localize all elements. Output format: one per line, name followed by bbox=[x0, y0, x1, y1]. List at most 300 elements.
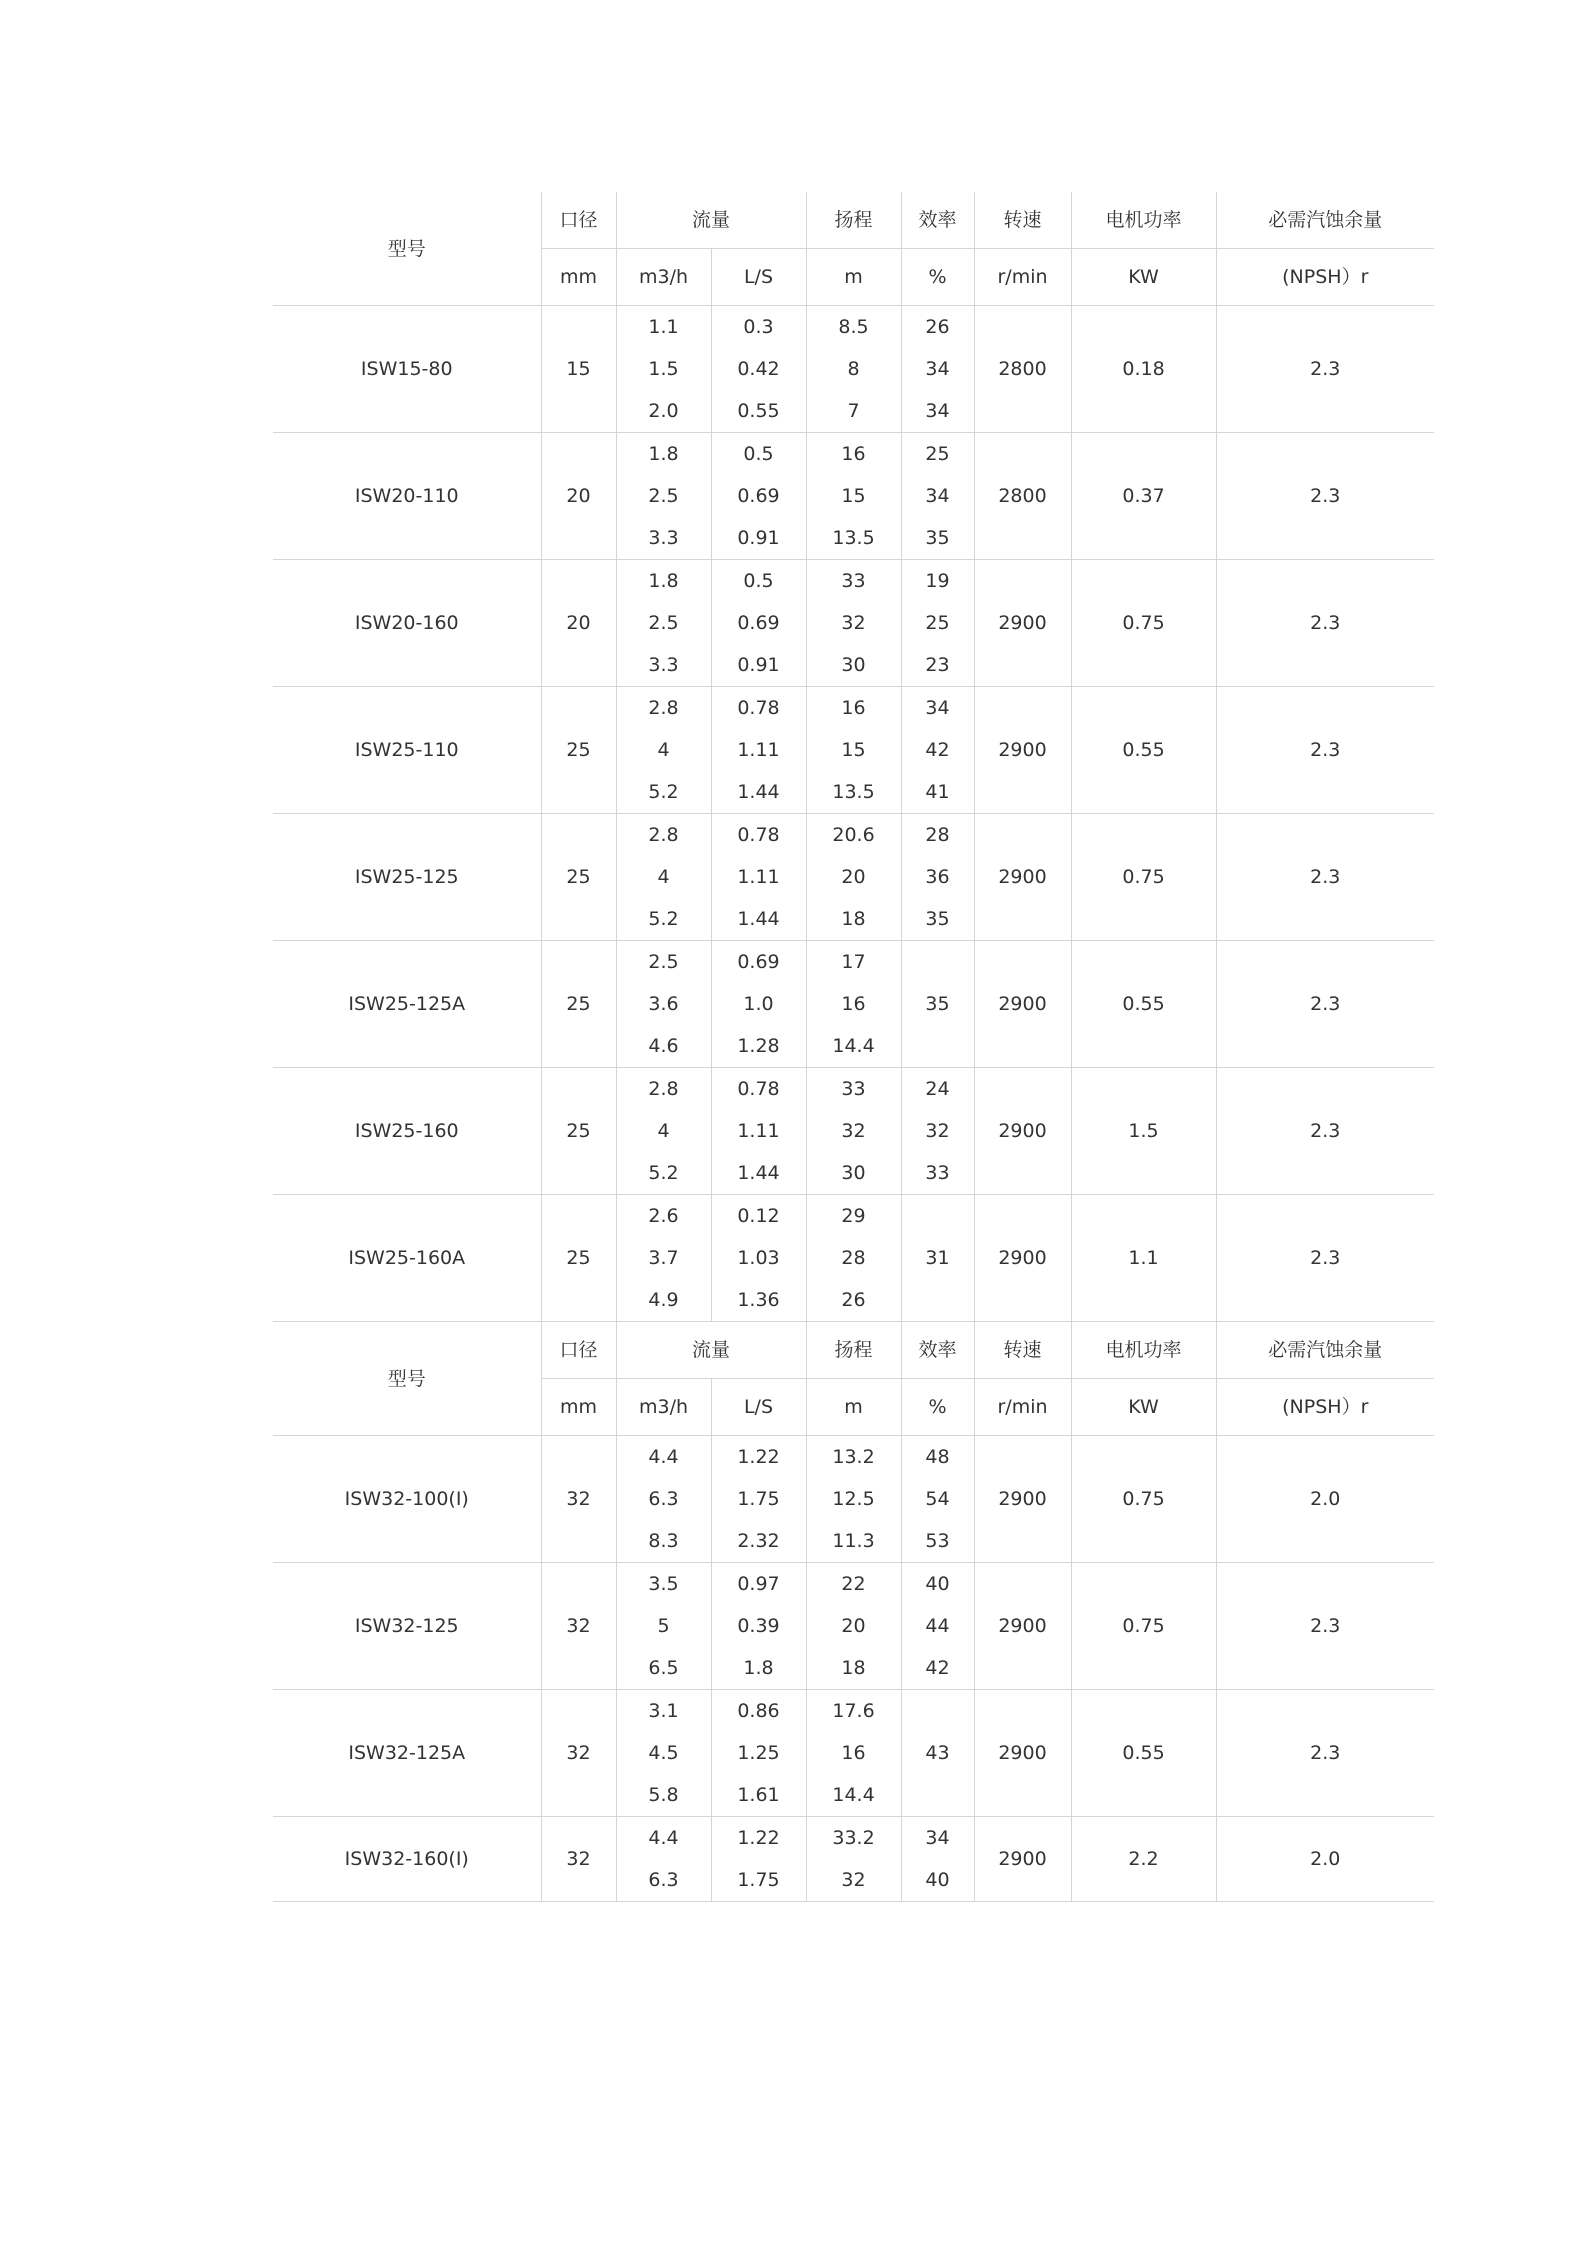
head-cell-value: 16 bbox=[841, 443, 866, 465]
header-flow-text: 流量 bbox=[692, 1339, 731, 1361]
npsh-cell bbox=[1216, 1068, 1434, 1195]
unit-diameter-text: mm bbox=[559, 1396, 598, 1418]
flow-m3h-cell-value: 3.5 bbox=[648, 1573, 679, 1595]
unit-npsh-text: (NPSH）r bbox=[1282, 1396, 1369, 1418]
table-row bbox=[273, 1068, 1434, 1195]
head-cell bbox=[806, 1817, 901, 1902]
speed-cell bbox=[974, 1436, 1071, 1563]
flow-ls-cell bbox=[711, 1068, 806, 1195]
unit-npsh bbox=[1216, 1379, 1434, 1436]
flow-ls-cell-value: 0.5 bbox=[743, 570, 774, 592]
flow-m3h-cell-value: 1.8 bbox=[648, 443, 679, 465]
model-cell bbox=[273, 1817, 541, 1902]
head-cell bbox=[806, 1563, 901, 1690]
efficiency-cell-value: 24 bbox=[925, 1078, 950, 1100]
model-cell-text: ISW32-125A bbox=[348, 1742, 466, 1764]
header-power bbox=[1071, 1322, 1216, 1379]
head-cell-value: 15 bbox=[841, 485, 866, 507]
flow-ls-cell bbox=[711, 1563, 806, 1690]
flow-ls-cell-value: 0.91 bbox=[737, 654, 780, 676]
head-cell-value: 14.4 bbox=[832, 1784, 875, 1806]
flow-m3h-cell-value: 1.8 bbox=[648, 570, 679, 592]
efficiency-cell-value: 42 bbox=[925, 1657, 950, 1679]
head-cell-value: 18 bbox=[841, 908, 866, 930]
unit-flow-m3h bbox=[616, 249, 711, 306]
speed-cell bbox=[974, 1817, 1071, 1902]
efficiency-cell-value: 35 bbox=[925, 908, 950, 930]
flow-m3h-cell-value: 3.6 bbox=[648, 993, 679, 1015]
efficiency-cell bbox=[901, 1195, 974, 1322]
head-cell-value: 20 bbox=[841, 1615, 866, 1637]
flow-ls-cell bbox=[711, 560, 806, 687]
header-efficiency bbox=[901, 1322, 974, 1379]
unit-head bbox=[806, 1379, 901, 1436]
diameter-cell-text: 32 bbox=[566, 1488, 591, 1510]
power-cell-text: 0.18 bbox=[1122, 358, 1165, 380]
flow-m3h-cell-value: 4 bbox=[657, 739, 670, 761]
speed-cell-text: 2900 bbox=[998, 1615, 1047, 1637]
model-cell-text: ISW32-160(I) bbox=[344, 1848, 469, 1870]
head-cell bbox=[806, 814, 901, 941]
efficiency-cell-value: 28 bbox=[925, 824, 950, 846]
flow-m3h-cell-value: 5.2 bbox=[648, 781, 679, 803]
head-cell-value: 18 bbox=[841, 1657, 866, 1679]
flow-m3h-cell bbox=[616, 1436, 711, 1563]
unit-flow-m3h-text: m3/h bbox=[638, 1396, 689, 1418]
unit-flow-ls-text: L/S bbox=[743, 1396, 774, 1418]
model-cell bbox=[273, 1436, 541, 1563]
efficiency-cell bbox=[901, 306, 974, 433]
speed-cell bbox=[974, 814, 1071, 941]
header-flow-text: 流量 bbox=[692, 209, 731, 231]
power-cell-text: 0.75 bbox=[1122, 1488, 1165, 1510]
model-cell bbox=[273, 433, 541, 560]
flow-ls-cell-value: 1.25 bbox=[737, 1742, 780, 1764]
efficiency-cell-value: 23 bbox=[925, 654, 950, 676]
table-row bbox=[273, 306, 1434, 433]
power-cell-text: 0.75 bbox=[1122, 1615, 1165, 1637]
speed-cell bbox=[974, 941, 1071, 1068]
table-row bbox=[273, 941, 1434, 1068]
header-speed-text: 转速 bbox=[1003, 1339, 1042, 1361]
efficiency-cell-value: 54 bbox=[925, 1488, 950, 1510]
head-cell-value: 33 bbox=[841, 570, 866, 592]
flow-ls-cell-value: 0.78 bbox=[737, 1078, 780, 1100]
unit-flow-ls bbox=[711, 249, 806, 306]
head-cell bbox=[806, 433, 901, 560]
diameter-cell-text: 25 bbox=[566, 866, 591, 888]
speed-cell bbox=[974, 433, 1071, 560]
diameter-cell bbox=[541, 1436, 616, 1563]
flow-ls-cell-value: 0.86 bbox=[737, 1700, 780, 1722]
flow-m3h-cell-value: 2.8 bbox=[648, 1078, 679, 1100]
head-cell bbox=[806, 1690, 901, 1817]
flow-m3h-cell-value: 5.2 bbox=[648, 908, 679, 930]
flow-m3h-cell-value: 2.8 bbox=[648, 824, 679, 846]
power-cell bbox=[1071, 306, 1216, 433]
flow-ls-cell-value: 1.11 bbox=[737, 1120, 780, 1142]
power-cell bbox=[1071, 1436, 1216, 1563]
flow-ls-cell-value: 1.22 bbox=[737, 1446, 780, 1468]
flow-ls-cell bbox=[711, 941, 806, 1068]
flow-m3h-cell-value: 2.6 bbox=[648, 1205, 679, 1227]
head-cell-value: 17.6 bbox=[832, 1700, 875, 1722]
diameter-cell bbox=[541, 1195, 616, 1322]
flow-m3h-cell-value: 2.5 bbox=[648, 612, 679, 634]
flow-ls-cell bbox=[711, 306, 806, 433]
header-npsh bbox=[1216, 1322, 1434, 1379]
unit-speed-text: r/min bbox=[997, 266, 1048, 288]
model-cell bbox=[273, 560, 541, 687]
flow-m3h-cell-value: 4 bbox=[657, 1120, 670, 1142]
speed-cell-text: 2800 bbox=[998, 358, 1047, 380]
diameter-cell bbox=[541, 687, 616, 814]
table-body bbox=[273, 192, 1434, 1902]
diameter-cell-text: 20 bbox=[566, 485, 591, 507]
power-cell-text: 1.1 bbox=[1128, 1247, 1159, 1269]
power-cell-text: 0.37 bbox=[1122, 485, 1165, 507]
efficiency-cell-value: 34 bbox=[925, 485, 950, 507]
flow-ls-cell-value: 1.75 bbox=[737, 1488, 780, 1510]
speed-cell-text: 2900 bbox=[998, 612, 1047, 634]
unit-diameter bbox=[541, 249, 616, 306]
header-diameter bbox=[541, 192, 616, 249]
head-cell-value: 8.5 bbox=[838, 316, 869, 338]
flow-ls-cell-value: 0.55 bbox=[737, 400, 780, 422]
diameter-cell-text: 32 bbox=[566, 1848, 591, 1870]
speed-cell bbox=[974, 1195, 1071, 1322]
unit-diameter bbox=[541, 1379, 616, 1436]
speed-cell-text: 2900 bbox=[998, 866, 1047, 888]
unit-npsh bbox=[1216, 249, 1434, 306]
flow-m3h-cell-value: 1.5 bbox=[648, 358, 679, 380]
head-cell-value: 16 bbox=[841, 697, 866, 719]
flow-m3h-cell-value: 4.9 bbox=[648, 1289, 679, 1311]
table-row bbox=[273, 1690, 1434, 1817]
speed-cell-text: 2800 bbox=[998, 485, 1047, 507]
flow-m3h-cell bbox=[616, 1563, 711, 1690]
unit-flow-m3h bbox=[616, 1379, 711, 1436]
flow-m3h-cell-value: 2.8 bbox=[648, 697, 679, 719]
efficiency-cell-value: 33 bbox=[925, 1162, 950, 1184]
efficiency-cell-value: 53 bbox=[925, 1530, 950, 1552]
unit-power bbox=[1071, 1379, 1216, 1436]
efficiency-cell-value: 48 bbox=[925, 1446, 950, 1468]
model-cell-text: ISW32-100(I) bbox=[344, 1488, 469, 1510]
flow-ls-cell-value: 1.0 bbox=[743, 993, 774, 1015]
efficiency-cell bbox=[901, 1563, 974, 1690]
head-cell bbox=[806, 687, 901, 814]
efficiency-cell-value: 44 bbox=[925, 1615, 950, 1637]
flow-m3h-cell bbox=[616, 306, 711, 433]
head-cell-value: 32 bbox=[841, 612, 866, 634]
model-cell-text: ISW15-80 bbox=[360, 358, 453, 380]
head-cell-value: 30 bbox=[841, 1162, 866, 1184]
npsh-cell-text: 2.3 bbox=[1310, 612, 1341, 634]
header-efficiency-text: 效率 bbox=[918, 209, 957, 231]
speed-cell bbox=[974, 687, 1071, 814]
model-cell bbox=[273, 1690, 541, 1817]
npsh-cell-text: 2.0 bbox=[1310, 1488, 1341, 1510]
diameter-cell bbox=[541, 433, 616, 560]
npsh-cell-text: 2.3 bbox=[1310, 1247, 1341, 1269]
diameter-cell bbox=[541, 1068, 616, 1195]
flow-ls-cell bbox=[711, 814, 806, 941]
table-row bbox=[273, 1563, 1434, 1690]
head-cell bbox=[806, 1195, 901, 1322]
model-cell-text: ISW25-125A bbox=[348, 993, 466, 1015]
unit-flow-ls-text: L/S bbox=[743, 266, 774, 288]
unit-efficiency-text: % bbox=[928, 266, 947, 288]
flow-ls-cell bbox=[711, 1195, 806, 1322]
speed-cell bbox=[974, 1068, 1071, 1195]
head-cell bbox=[806, 941, 901, 1068]
power-cell-text: 0.75 bbox=[1122, 866, 1165, 888]
unit-efficiency-text: % bbox=[928, 1396, 947, 1418]
flow-ls-cell-value: 0.12 bbox=[737, 1205, 780, 1227]
flow-ls-cell-value: 1.22 bbox=[737, 1827, 780, 1849]
speed-cell-text: 2900 bbox=[998, 1742, 1047, 1764]
head-cell-value: 12.5 bbox=[832, 1488, 875, 1510]
flow-ls-cell-value: 0.69 bbox=[737, 612, 780, 634]
power-cell-text: 0.55 bbox=[1122, 1742, 1165, 1764]
diameter-cell-text: 25 bbox=[566, 1120, 591, 1142]
flow-m3h-cell bbox=[616, 1690, 711, 1817]
efficiency-cell-value: 34 bbox=[925, 697, 950, 719]
npsh-cell bbox=[1216, 1563, 1434, 1690]
flow-ls-cell-value: 0.3 bbox=[743, 316, 774, 338]
flow-ls-cell-value: 0.91 bbox=[737, 527, 780, 549]
npsh-cell-text: 2.3 bbox=[1310, 739, 1341, 761]
npsh-cell bbox=[1216, 687, 1434, 814]
diameter-cell bbox=[541, 1563, 616, 1690]
flow-m3h-cell-value: 6.3 bbox=[648, 1869, 679, 1891]
head-cell-value: 20 bbox=[841, 866, 866, 888]
head-cell-value: 26 bbox=[841, 1289, 866, 1311]
unit-speed bbox=[974, 1379, 1071, 1436]
power-cell bbox=[1071, 1563, 1216, 1690]
model-cell bbox=[273, 687, 541, 814]
flow-ls-cell-value: 0.97 bbox=[737, 1573, 780, 1595]
efficiency-cell-value: 36 bbox=[925, 866, 950, 888]
diameter-cell-text: 32 bbox=[566, 1742, 591, 1764]
table-row bbox=[273, 1436, 1434, 1563]
flow-m3h-cell-value: 2.5 bbox=[648, 485, 679, 507]
model-cell-text: ISW25-110 bbox=[354, 739, 459, 761]
flow-ls-cell-value: 0.78 bbox=[737, 824, 780, 846]
npsh-cell bbox=[1216, 1436, 1434, 1563]
efficiency-cell-value: 34 bbox=[925, 400, 950, 422]
header-npsh-text: 必需汽蚀余量 bbox=[1268, 209, 1383, 231]
flow-ls-cell-value: 1.44 bbox=[737, 908, 780, 930]
diameter-cell-text: 15 bbox=[566, 358, 591, 380]
flow-m3h-cell bbox=[616, 433, 711, 560]
model-cell-text: ISW32-125 bbox=[354, 1615, 459, 1637]
table-row bbox=[273, 687, 1434, 814]
speed-cell-text: 2900 bbox=[998, 993, 1047, 1015]
power-cell bbox=[1071, 560, 1216, 687]
flow-m3h-cell-value: 2.5 bbox=[648, 951, 679, 973]
unit-power-text: KW bbox=[1128, 266, 1159, 288]
power-cell bbox=[1071, 1690, 1216, 1817]
flow-m3h-cell bbox=[616, 687, 711, 814]
flow-m3h-cell-value: 6.5 bbox=[648, 1657, 679, 1679]
npsh-cell-text: 2.3 bbox=[1310, 866, 1341, 888]
table-row bbox=[273, 433, 1434, 560]
efficiency-cell-value: 43 bbox=[925, 1742, 950, 1764]
header-power bbox=[1071, 192, 1216, 249]
efficiency-cell-value: 26 bbox=[925, 316, 950, 338]
efficiency-cell bbox=[901, 941, 974, 1068]
efficiency-cell bbox=[901, 1690, 974, 1817]
header-npsh bbox=[1216, 192, 1434, 249]
diameter-cell bbox=[541, 941, 616, 1068]
efficiency-cell-value: 25 bbox=[925, 612, 950, 634]
npsh-cell-text: 2.3 bbox=[1310, 485, 1341, 507]
unit-head bbox=[806, 249, 901, 306]
flow-ls-cell-value: 0.5 bbox=[743, 443, 774, 465]
flow-m3h-cell-value: 3.3 bbox=[648, 654, 679, 676]
flow-ls-cell-value: 2.32 bbox=[737, 1530, 780, 1552]
npsh-cell bbox=[1216, 306, 1434, 433]
speed-cell bbox=[974, 306, 1071, 433]
flow-m3h-cell-value: 4.6 bbox=[648, 1035, 679, 1057]
flow-m3h-cell-value: 5 bbox=[657, 1615, 670, 1637]
flow-m3h-cell-value: 3.1 bbox=[648, 1700, 679, 1722]
unit-head-text: m bbox=[844, 266, 863, 288]
header-head-text: 扬程 bbox=[834, 209, 873, 231]
unit-flow-ls bbox=[711, 1379, 806, 1436]
head-cell-value: 8 bbox=[847, 358, 860, 380]
unit-efficiency bbox=[901, 1379, 974, 1436]
power-cell bbox=[1071, 941, 1216, 1068]
flow-ls-cell bbox=[711, 1436, 806, 1563]
diameter-cell bbox=[541, 1690, 616, 1817]
npsh-cell bbox=[1216, 1195, 1434, 1322]
efficiency-cell bbox=[901, 560, 974, 687]
head-cell-value: 22 bbox=[841, 1573, 866, 1595]
efficiency-cell bbox=[901, 687, 974, 814]
power-cell bbox=[1071, 433, 1216, 560]
npsh-cell bbox=[1216, 814, 1434, 941]
efficiency-cell-value: 40 bbox=[925, 1573, 950, 1595]
flow-ls-cell-value: 0.69 bbox=[737, 485, 780, 507]
unit-npsh-text: (NPSH）r bbox=[1282, 266, 1369, 288]
unit-power bbox=[1071, 249, 1216, 306]
head-cell-value: 15 bbox=[841, 739, 866, 761]
table-row bbox=[273, 1817, 1434, 1902]
model-cell-text: ISW25-160 bbox=[354, 1120, 459, 1142]
head-cell-value: 33.2 bbox=[832, 1827, 875, 1849]
unit-head-text: m bbox=[844, 1396, 863, 1418]
speed-cell bbox=[974, 1690, 1071, 1817]
header-npsh-text: 必需汽蚀余量 bbox=[1268, 1339, 1383, 1361]
flow-m3h-cell bbox=[616, 941, 711, 1068]
flow-ls-cell-value: 1.03 bbox=[737, 1247, 780, 1269]
flow-m3h-cell-value: 2.0 bbox=[648, 400, 679, 422]
model-cell bbox=[273, 814, 541, 941]
flow-ls-cell-value: 1.8 bbox=[743, 1657, 774, 1679]
unit-efficiency bbox=[901, 249, 974, 306]
pump-spec-table bbox=[273, 192, 1434, 1902]
head-cell-value: 32 bbox=[841, 1869, 866, 1891]
model-cell-text: ISW25-125 bbox=[354, 866, 459, 888]
power-cell-text: 0.55 bbox=[1122, 739, 1165, 761]
diameter-cell-text: 20 bbox=[566, 612, 591, 634]
flow-m3h-cell bbox=[616, 1068, 711, 1195]
flow-m3h-cell-value: 3.7 bbox=[648, 1247, 679, 1269]
efficiency-cell-value: 31 bbox=[925, 1247, 950, 1269]
power-cell bbox=[1071, 687, 1216, 814]
table-row bbox=[273, 814, 1434, 941]
flow-m3h-cell-value: 4.4 bbox=[648, 1446, 679, 1468]
header-diameter-text: 口径 bbox=[559, 209, 598, 231]
diameter-cell bbox=[541, 306, 616, 433]
unit-diameter-text: mm bbox=[559, 266, 598, 288]
flow-m3h-cell bbox=[616, 1195, 711, 1322]
diameter-cell-text: 32 bbox=[566, 1615, 591, 1637]
speed-cell bbox=[974, 560, 1071, 687]
model-cell bbox=[273, 941, 541, 1068]
flow-ls-cell-value: 0.39 bbox=[737, 1615, 780, 1637]
flow-m3h-cell-value: 5.8 bbox=[648, 1784, 679, 1806]
power-cell-text: 2.2 bbox=[1128, 1848, 1159, 1870]
header-head bbox=[806, 192, 901, 249]
header-diameter-text: 口径 bbox=[559, 1339, 598, 1361]
flow-ls-cell bbox=[711, 1690, 806, 1817]
table-row bbox=[273, 560, 1434, 687]
efficiency-cell bbox=[901, 433, 974, 560]
speed-cell-text: 2900 bbox=[998, 1848, 1047, 1870]
header-power-text: 电机功率 bbox=[1105, 209, 1182, 231]
flow-m3h-cell-value: 8.3 bbox=[648, 1530, 679, 1552]
efficiency-cell-value: 19 bbox=[925, 570, 950, 592]
power-cell bbox=[1071, 1817, 1216, 1902]
flow-ls-cell-value: 1.61 bbox=[737, 1784, 780, 1806]
diameter-cell-text: 25 bbox=[566, 1247, 591, 1269]
power-cell-text: 1.5 bbox=[1128, 1120, 1159, 1142]
flow-ls-cell-value: 1.75 bbox=[737, 1869, 780, 1891]
head-cell-value: 30 bbox=[841, 654, 866, 676]
flow-ls-cell-value: 1.11 bbox=[737, 739, 780, 761]
efficiency-cell-value: 42 bbox=[925, 739, 950, 761]
header-speed bbox=[974, 1322, 1071, 1379]
header-efficiency bbox=[901, 192, 974, 249]
power-cell bbox=[1071, 1195, 1216, 1322]
power-cell-text: 0.75 bbox=[1122, 612, 1165, 634]
flow-m3h-cell-value: 4 bbox=[657, 866, 670, 888]
speed-cell-text: 2900 bbox=[998, 1120, 1047, 1142]
header-model-text: 型号 bbox=[387, 237, 426, 260]
header-head-text: 扬程 bbox=[834, 1339, 873, 1361]
flow-m3h-cell bbox=[616, 1817, 711, 1902]
flow-m3h-cell bbox=[616, 560, 711, 687]
head-cell-value: 33 bbox=[841, 1078, 866, 1100]
diameter-cell-text: 25 bbox=[566, 993, 591, 1015]
head-cell-value: 16 bbox=[841, 1742, 866, 1764]
head-cell-value: 16 bbox=[841, 993, 866, 1015]
flow-m3h-cell bbox=[616, 814, 711, 941]
flow-ls-cell-value: 1.11 bbox=[737, 866, 780, 888]
unit-speed-text: r/min bbox=[997, 1396, 1048, 1418]
npsh-cell-text: 2.3 bbox=[1310, 1742, 1341, 1764]
head-cell-value: 20.6 bbox=[832, 824, 875, 846]
diameter-cell bbox=[541, 814, 616, 941]
model-cell bbox=[273, 306, 541, 433]
flow-ls-cell bbox=[711, 433, 806, 560]
header-diameter bbox=[541, 1322, 616, 1379]
npsh-cell-text: 2.3 bbox=[1310, 1615, 1341, 1637]
